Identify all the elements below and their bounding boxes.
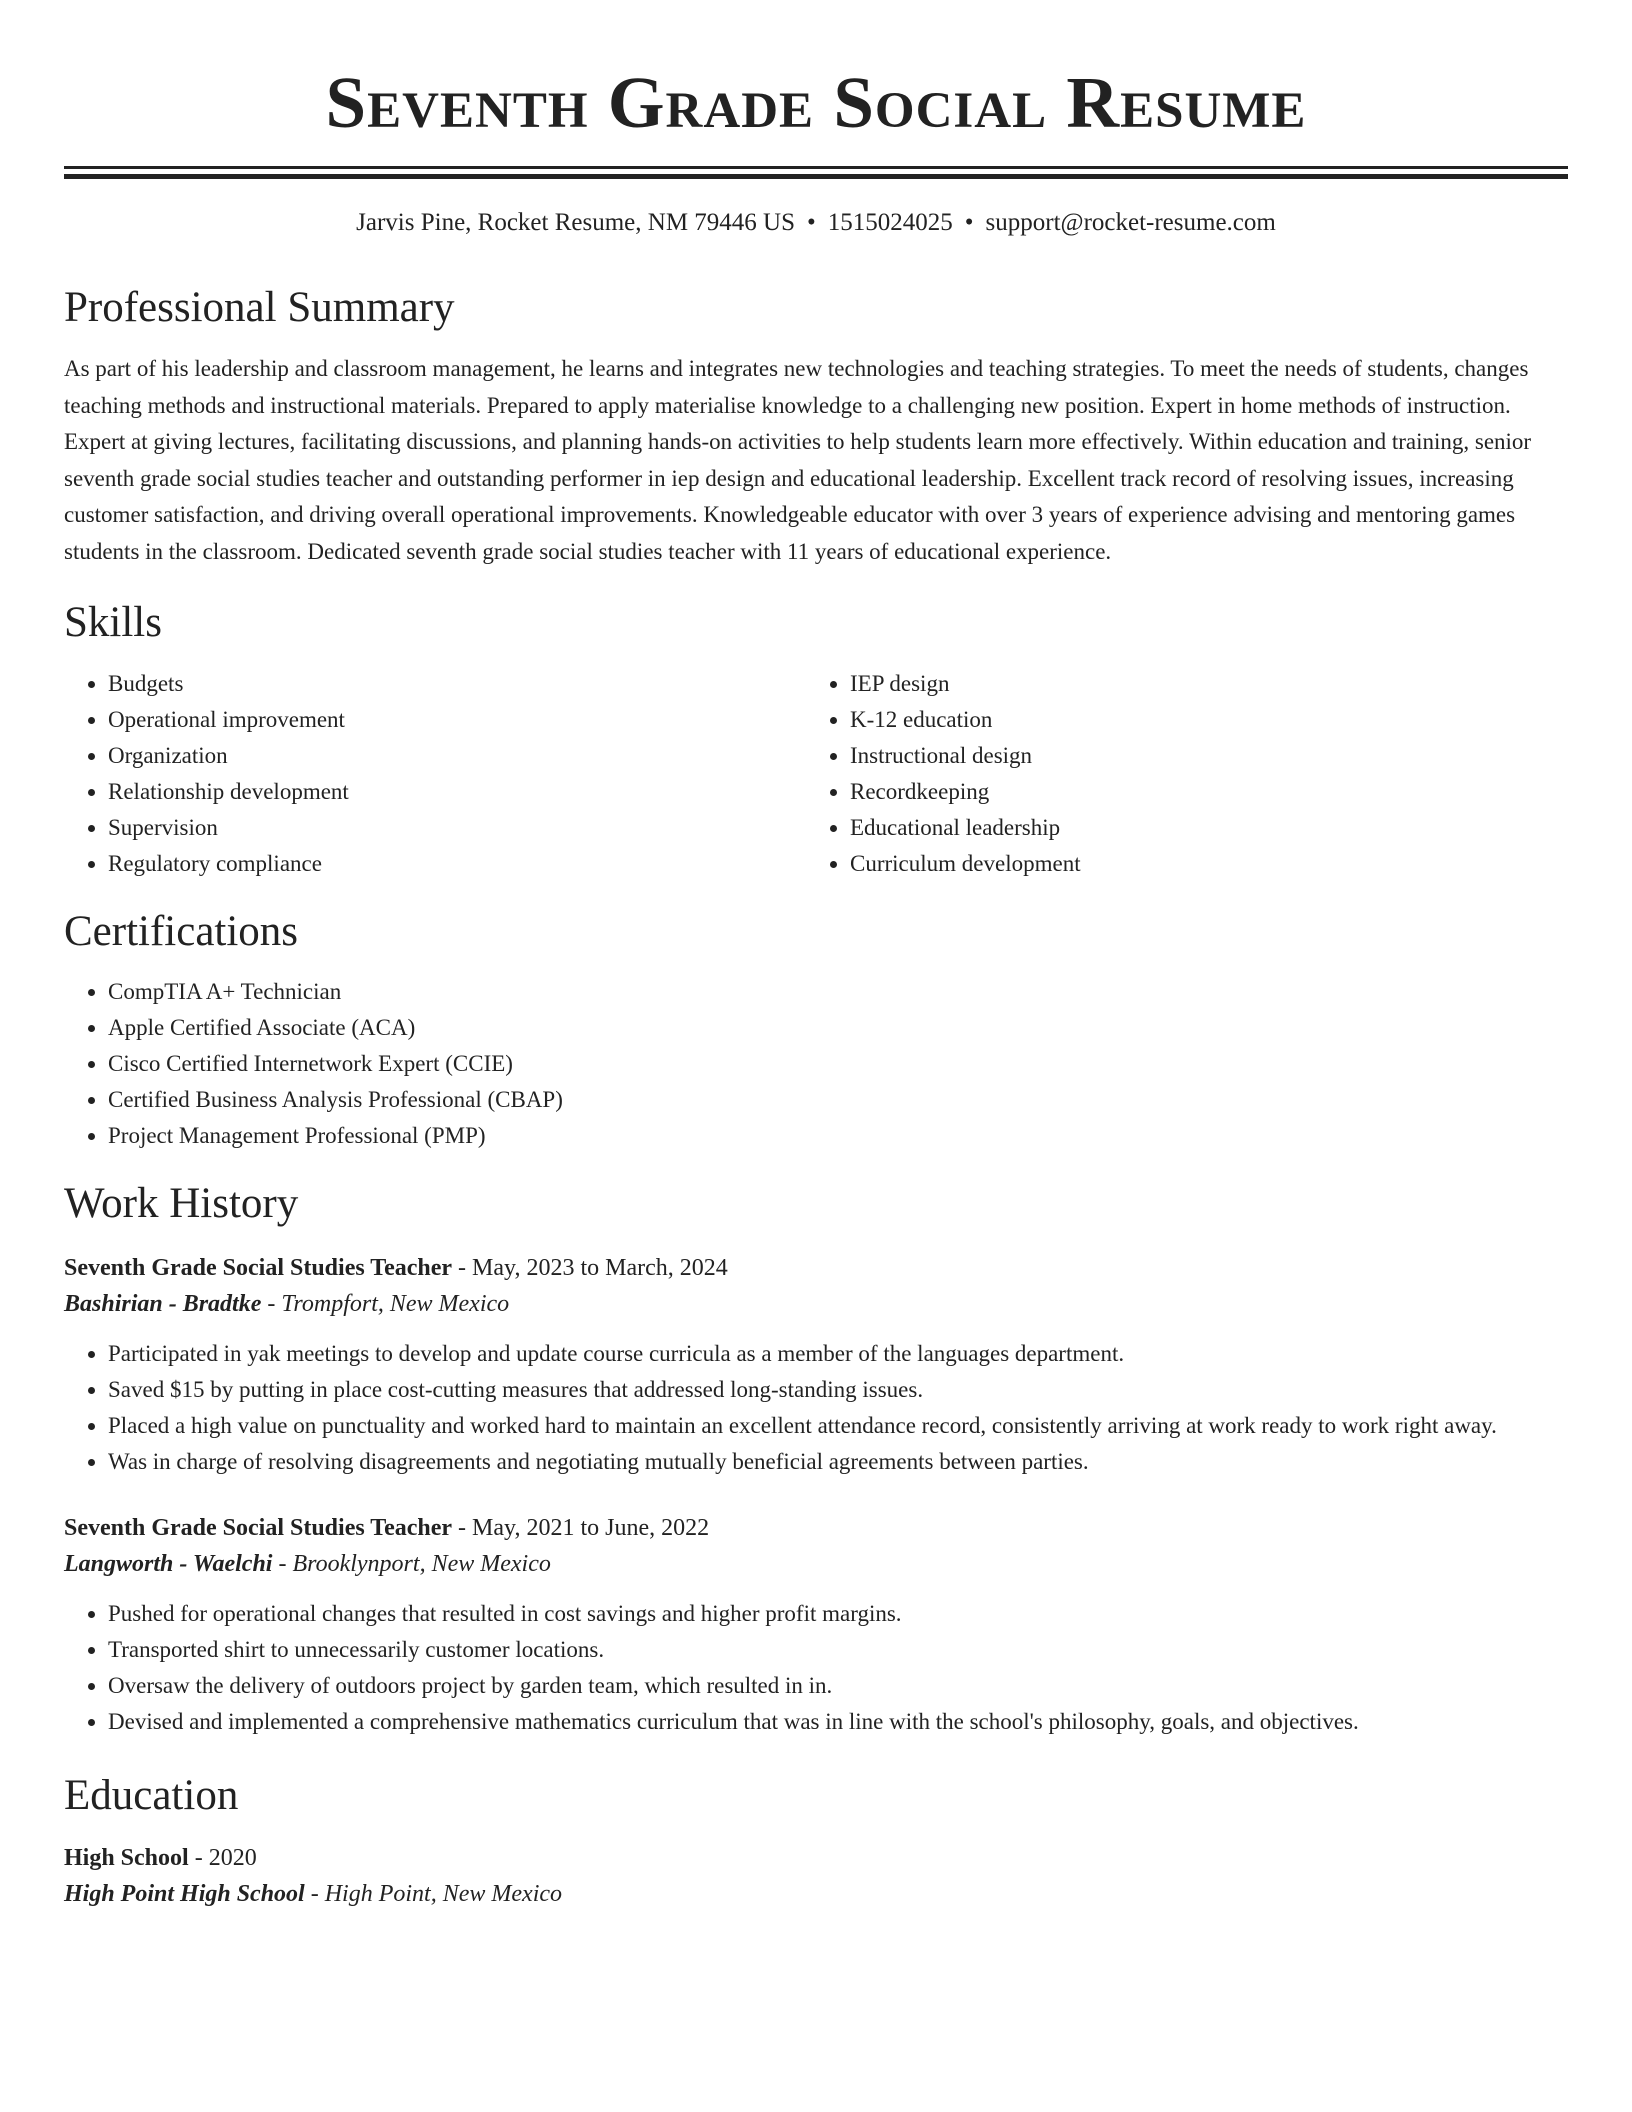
skill-item: • Regulatory compliance [108, 846, 806, 882]
certification-item: • CompTIA A+ Technician [108, 974, 1568, 1010]
skill-item: • Educational leadership [850, 810, 1568, 846]
job-duty: • Devised and implemented a comprehensive mathematics curriculum that was in line with the school's philosophy, goals, and objectives. [108, 1704, 1568, 1740]
education-degree: High School [64, 1845, 189, 1871]
education-location: - High Point, New Mexico [304, 1881, 563, 1907]
resume-title: Seventh Grade Social Resume [325, 62, 1307, 143]
job-entry [64, 1250, 1568, 1480]
work-history-heading: Work History [64, 1180, 299, 1227]
job-title: Seventh Grade Social Studies Teacher [64, 1255, 453, 1281]
job-duties-list [64, 1596, 1568, 1740]
job-duties-list [64, 1336, 1568, 1480]
title-divider-thin [64, 166, 1568, 169]
job-duty: • Was in charge of resolving disagreements and negotiating mutually beneficial agreements between parties. [108, 1444, 1568, 1480]
job-entry [64, 1510, 1568, 1740]
education-school-line [64, 1876, 1568, 1912]
job-location: - Trompfort, New Mexico [261, 1291, 510, 1317]
certification-item: • Cisco Certified Internetwork Expert (CCIE) [108, 1046, 1568, 1082]
skill-item: • Relationship development [108, 774, 806, 810]
job-duty: • Oversaw the delivery of outdoors project by garden team, which resulted in in. [108, 1668, 1568, 1704]
job-employer-line [64, 1286, 1568, 1322]
contact-email: support@rocket-resume.com [985, 209, 1276, 236]
skill-item: • Operational improvement [108, 702, 806, 738]
job-employer: Langworth - Waelchi [64, 1551, 273, 1577]
certifications-heading: Certifications [64, 908, 299, 955]
certification-item: • Project Management Professional (PMP) [108, 1118, 1568, 1154]
certification-item: • Apple Certified Associate (ACA) [108, 1010, 1568, 1046]
education-heading: Education [64, 1772, 239, 1819]
education-school: High Point High School [64, 1881, 305, 1907]
job-employer: Bashirian - Bradtke [64, 1291, 262, 1317]
contact-separator: • [807, 209, 816, 236]
skills-heading: Skills [64, 599, 162, 646]
contact-separator: • [964, 209, 974, 236]
certification-item: • Certified Business Analysis Professional (CBAP) [108, 1082, 1568, 1118]
summary-text: As part of his leadership and classroom management, he learns and integrates new technologies and teaching strategies. To meet the needs of students, changes teaching methods and instructional materials. Prepared to apply materialise knowledge to a challenging new position. Expert in home methods of instruction. Expert at giving lectures, facilitating discussions, and planning hands-on activities to help students learn more effectively. Within education and training, senior seventh grade social studies teacher and outstanding performer in iep design and educational leadership. Excellent track record of resolving issues, increasing customer satisfaction, and driving overall operational improvements. Knowledgeable educator with over 3 years of experience advising and mentoring games students in the classroom. Dedicated seventh grade social studies teacher with 11 years of educational experience. [64, 356, 1532, 564]
skill-item: • Recordkeeping [850, 774, 1568, 810]
job-duty: • Saved $15 by putting in place cost-cutting measures that addressed long-standing issues. [108, 1372, 1568, 1408]
education-degree-line [64, 1840, 1568, 1876]
skill-item: • IEP design [850, 666, 1568, 702]
summary-heading: Professional Summary [64, 284, 455, 331]
job-title-line [64, 1510, 1568, 1546]
skills-grid [64, 666, 1568, 882]
job-duty: • Pushed for operational changes that resulted in cost savings and higher profit margins. [108, 1596, 1568, 1632]
skills-list-left [64, 666, 806, 882]
skills-list-right [806, 666, 1568, 882]
skill-item: • Supervision [108, 810, 806, 846]
skill-item: • Budgets [108, 666, 806, 702]
job-title-line [64, 1250, 1568, 1286]
job-duty: • Placed a high value on punctuality and worked hard to maintain an excellent attendance record, consistently arriving at work ready to work right away. [108, 1408, 1568, 1444]
skill-item: • Curriculum development [850, 846, 1568, 882]
skill-item: • Organization [108, 738, 806, 774]
job-employer-line [64, 1546, 1568, 1582]
job-title: Seventh Grade Social Studies Teacher [64, 1515, 453, 1541]
contact-phone: 1515024025 [827, 209, 953, 236]
education-year: - 2020 [188, 1845, 257, 1871]
job-dates: - May, 2023 to March, 2024 [452, 1255, 728, 1281]
job-dates: - May, 2021 to June, 2022 [452, 1515, 710, 1541]
job-location: - Brooklynport, New Mexico [272, 1551, 551, 1577]
certifications-list [64, 974, 1568, 1154]
skill-item: • Instructional design [850, 738, 1568, 774]
job-duty: • Transported shirt to unnecessarily customer locations. [108, 1632, 1568, 1668]
job-duty: • Participated in yak meetings to develop and update course curricula as a member of the languages department. [108, 1336, 1568, 1372]
education-entry [64, 1840, 1568, 1912]
skill-item: • K-12 education [850, 702, 1568, 738]
contact-address: Jarvis Pine, Rocket Resume, NM 79446 US [356, 209, 796, 236]
contact-line [64, 206, 1568, 240]
title-divider-thick [64, 174, 1568, 179]
